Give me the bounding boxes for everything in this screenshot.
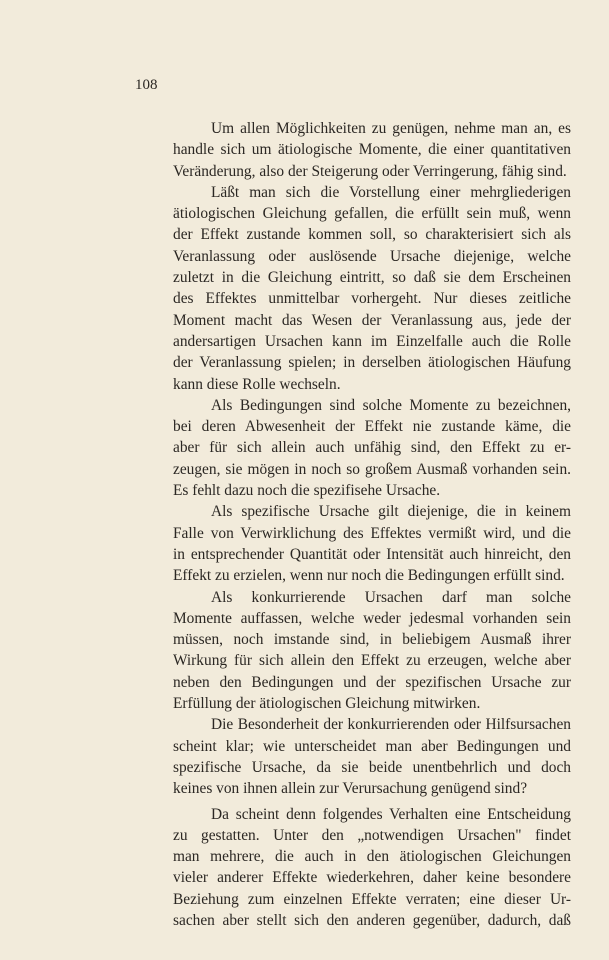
paragraph-7	[135, 804, 571, 932]
text-line: Momente auffassen, welche weder jedesmal vorhanden sein	[173, 609, 571, 627]
text-line: Läßt man sich die Vorstellung einer mehrgliederigen	[211, 183, 571, 201]
text-line: Beziehung zum einzelnen Effekte verraten; eine dieser Ur-	[173, 890, 571, 908]
text-line: Es fehlt dazu noch die spezifisehe Ursache.	[173, 482, 441, 500]
text-line: scheint klar; wie unterscheidet man aber Bedingungen und	[173, 737, 571, 755]
paragraph-1	[135, 118, 571, 182]
text-line: Wirkung für sich allein den Effekt zu erzeugen, welche aber	[173, 652, 571, 670]
text-line: der Veranlassung spielen; in derselben ätiologischen Häufung	[173, 354, 571, 372]
text-line: man mehrere, die auch in den ätiologischen Gleichungen	[173, 848, 571, 866]
text-line: handle sich um ätiologische Momente, die einer quantitativen	[173, 141, 571, 159]
text-line: zuletzt in die Gleichung eintritt, so daß sie dem Erscheinen	[173, 269, 571, 287]
body-text	[135, 118, 571, 931]
text-line: sachen aber stellt sich den anderen gegenüber, dadurch, daß	[173, 911, 571, 929]
text-line: Da scheint denn folgendes Verhalten eine Entscheidung	[211, 805, 571, 823]
text-line: Als konkurrierende Ursachen darf man solche	[211, 588, 571, 606]
text-line: zeugen, sie mögen in noch so großem Ausmaß vorhanden sein.	[173, 460, 571, 478]
text-line: Die Besonderheit der konkurrierenden oder Hilfsursachen	[211, 716, 571, 734]
text-line: in entsprechender Quantität oder Intensität auch hinreicht, den	[173, 545, 571, 563]
text-line: Effekt zu erzielen, wenn nur noch die Bedingungen erfüllt sind.	[173, 567, 565, 585]
text-line: der Effekt zustande kommen soll, so charakterisiert sich als	[173, 226, 571, 244]
text-line: aber für sich allein auch unfähig sind, den Effekt zu er-	[173, 439, 571, 457]
text-line: andersartigen Ursachen kann im Einzelfalle auch die Rolle	[173, 332, 571, 350]
text-line: des Effektes unmittelbar vorhergeht. Nur dieses zeitliche	[173, 290, 571, 308]
page-number: 108	[135, 77, 158, 93]
paragraph-6	[135, 714, 571, 799]
text-line: Falle von Verwirklichung des Effektes vermißt wird, und die	[173, 524, 571, 542]
paragraph-4	[135, 501, 571, 586]
text-line: Erfüllung der ätiologischen Gleichung mitwirken.	[173, 695, 481, 713]
paragraph-3	[135, 395, 571, 501]
text-line: spezifische Ursache, da sie beide unentbehrlich und doch	[173, 758, 571, 776]
text-line: Veränderung, also der Steigerung oder Verringerung, fähig sind.	[173, 162, 567, 180]
text-line: keines von ihnen allein zur Verursachung genügend sind?	[173, 780, 528, 798]
paragraph-2	[135, 182, 571, 395]
text-line: zu gestatten. Unter den „notwendigen Ursachen" findet	[173, 826, 571, 844]
text-line: kann diese Rolle wechseln.	[173, 375, 341, 393]
text-line: Um allen Möglichkeiten zu genügen, nehme man an, es	[211, 120, 571, 137]
text-line: vieler anderer Effekte wiederkehren, daher keine besondere	[173, 869, 571, 887]
text-line: neben den Bedingungen und der spezifischen Ursache zur	[173, 673, 571, 691]
text-line: Als Bedingungen sind solche Momente zu bezeichnen,	[211, 396, 571, 414]
text-line: Veranlassung oder auslösende Ursache diejenige, welche	[173, 247, 571, 265]
text-line: bei deren Abwesenheit der Effekt nie zustande käme, die	[173, 418, 571, 436]
text-line: ätiologischen Gleichung gefallen, die erfüllt sein muß, wenn	[173, 205, 571, 223]
text-line: Moment macht das Wesen der Veranlassung aus, jede der	[173, 311, 571, 329]
paragraph-5	[135, 587, 571, 715]
text-line: Als spezifische Ursache gilt diejenige, die in keinem	[211, 503, 571, 521]
text-line: müssen, noch imstande sind, in beliebigem Ausmaß ihrer	[173, 631, 571, 649]
